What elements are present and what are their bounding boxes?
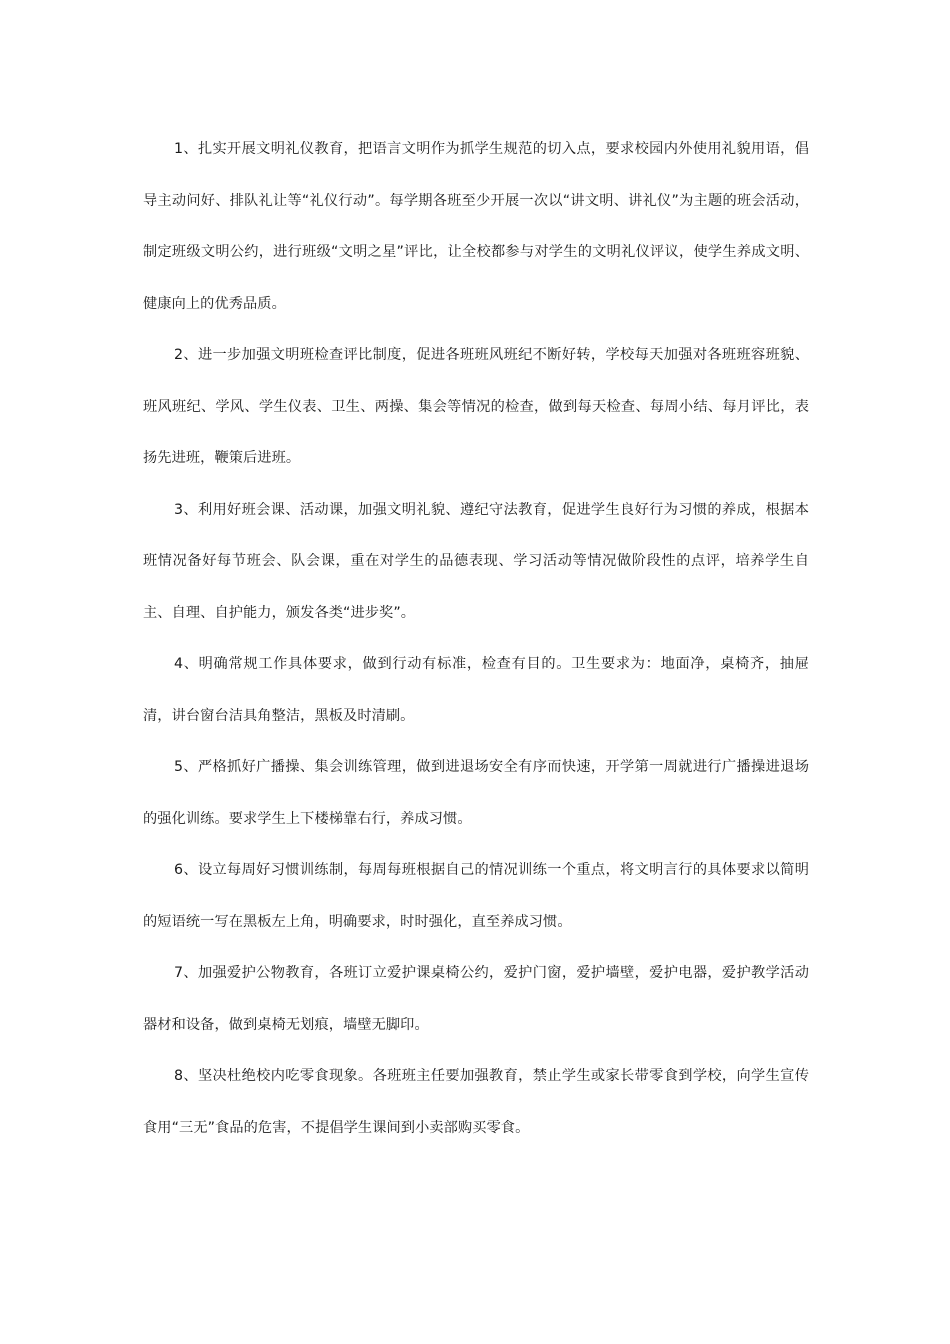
- paragraph-7: 7、加强爱护公物教育，各班订立爱护课桌椅公约，爱护门窗，爱护墙壁，爱护电器，爱护教学活动器材和设备，做到桌椅无划痕，墙壁无脚印。: [143, 965, 809, 1033]
- paragraph-4: 4、明确常规工作具体要求，做到行动有标准，检查有目的。卫生要求为：地面净，桌椅齐，抽屉清，讲台窗台洁具角整洁，黑板及时清刷。: [143, 656, 809, 724]
- paragraph-2: 2、进一步加强文明班检查评比制度，促进各班班风班纪不断好转，学校每天加强对各班班容班貌、班风班纪、学风、学生仪表、卫生、两操、集会等情况的检查，做到每天检查、每周小结、每月评比，表扬先进班，鞭策后进班。: [143, 347, 809, 466]
- paragraph-3: 3、利用好班会课、活动课，加强文明礼貌、遵纪守法教育，促进学生良好行为习惯的养成，根据本班情况备好每节班会、队会课，重在对学生的品德表现、学习活动等情况做阶段性的点评，培养学生自主、自理、自护能力，颁发各类“进步奖”。: [143, 501, 809, 621]
- document-body: [143, 124, 809, 1154]
- paragraph-5: 5、严格抓好广播操、集会训练管理，做到进退场安全有序而快速，开学第一周就进行广播操进退场的强化训练。要求学生上下楼梯靠右行，养成习惯。: [143, 759, 809, 827]
- paragraph-8: 8、坚决杜绝校内吃零食现象。各班班主任要加强教育，禁止学生或家长带零食到学校，向学生宣传食用“三无”食品的危害，不提倡学生课间到小卖部购买零食。: [143, 1068, 809, 1136]
- paragraph-6: 6、设立每周好习惯训练制，每周每班根据自己的情况训练一个重点，将文明言行的具体要求以简明的短语统一写在黑板左上角，明确要求，时时强化，直至养成习惯。: [143, 862, 809, 930]
- paragraph-1: 1、扎实开展文明礼仪教育，把语言文明作为抓学生规范的切入点，要求校园内外使用礼貌用语，倡导主动问好、排队礼让等“礼仪行动”。每学期各班至少开展一次以“讲文明、讲礼仪”为主题的班会活动，制定班级文明公约，进行班级“文明之星”评比，让全校都参与对学生的文明礼仪评议，使学生养成文明、健康向上的优秀品质。: [143, 141, 809, 312]
